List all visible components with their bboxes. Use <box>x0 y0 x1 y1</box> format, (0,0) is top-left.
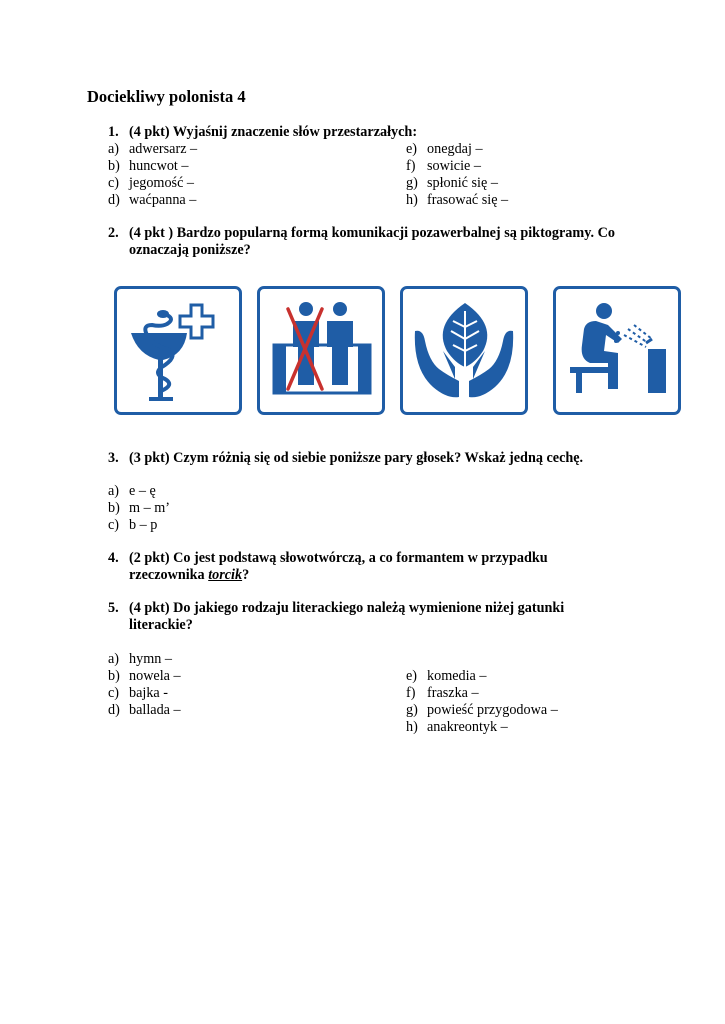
question-text: (4 pkt) Wyjaśnij znaczenie słów przestarzałych: <box>129 124 418 140</box>
item-label: h) <box>406 719 418 735</box>
item-text: m – m’ <box>129 500 170 516</box>
item-text: nowela – <box>129 668 181 684</box>
question-number: 3. <box>108 450 119 466</box>
question-number: 5. <box>108 600 119 616</box>
item-text: jegomość – <box>129 175 195 191</box>
question-text: (3 pkt) Czym różnią się od siebie poniższe pary głosek? Wskaż jedną cechę. <box>129 450 584 466</box>
item-text: b – p <box>129 517 158 533</box>
question-text-continued: oznaczają poniższe? <box>129 242 251 258</box>
item-text: adwersarz – <box>129 141 198 157</box>
drinking-fountain-icon <box>553 286 681 415</box>
item-label: b) <box>108 500 120 516</box>
item-text: bajka - <box>129 685 168 701</box>
item-text: huncwot – <box>129 158 189 174</box>
question-number: 2. <box>108 225 119 241</box>
item-label: e) <box>406 668 418 684</box>
item-text: fraszka – <box>427 685 479 701</box>
item-text: ballada – <box>129 702 181 718</box>
page-title: Dociekliwy polonista 4 <box>87 87 246 106</box>
item-text: hymn – <box>129 651 172 667</box>
question-text: (2 pkt) Co jest podstawą słowotwórczą, a co formantem w przypadku <box>129 550 548 566</box>
question-number: 1. <box>108 124 119 140</box>
item-text: e – ę <box>129 483 156 499</box>
no-escalator-icon <box>257 286 385 415</box>
item-label: g) <box>406 175 418 191</box>
item-text: powieść przygodowa – <box>427 702 558 718</box>
pharmacy-icon <box>114 286 242 415</box>
item-label: c) <box>108 517 120 533</box>
question-text: (4 pkt ) Bardzo popularną formą komunikacji pozawerbalnej są piktogramy. Co <box>129 225 615 241</box>
item-text: frasować się – <box>427 192 509 208</box>
item-label: a) <box>108 483 120 499</box>
question-number: 4. <box>108 550 119 566</box>
item-label: c) <box>108 175 120 191</box>
item-label: a) <box>108 141 120 157</box>
item-text: spłonić się – <box>427 175 498 191</box>
item-label: e) <box>406 141 418 157</box>
item-label: f) <box>406 685 416 701</box>
question-text-continued <box>129 567 249 584</box>
item-label: d) <box>108 702 120 718</box>
item-text: anakreontyk – <box>427 719 508 735</box>
item-text: onegdaj – <box>427 141 483 157</box>
environment-protection-icon <box>400 286 528 415</box>
item-label: b) <box>108 158 120 174</box>
text-suffix: ? <box>242 567 250 583</box>
item-label: h) <box>406 192 418 208</box>
question-text: (4 pkt) Do jakiego rodzaju literackiego należą wymienione niżej gatunki <box>129 600 565 616</box>
item-text: komedia – <box>427 668 487 684</box>
item-label: b) <box>108 668 120 684</box>
item-label: d) <box>108 192 120 208</box>
item-label: f) <box>406 158 416 174</box>
text-prefix: rzeczownika <box>129 567 209 583</box>
item-label: g) <box>406 702 418 718</box>
question-text-continued: literackie? <box>129 617 193 633</box>
item-label: c) <box>108 685 120 701</box>
highlighted-word: torcik <box>208 567 243 583</box>
item-label: a) <box>108 651 120 667</box>
item-text: waćpanna – <box>129 192 197 208</box>
item-text: sowicie – <box>427 158 481 174</box>
